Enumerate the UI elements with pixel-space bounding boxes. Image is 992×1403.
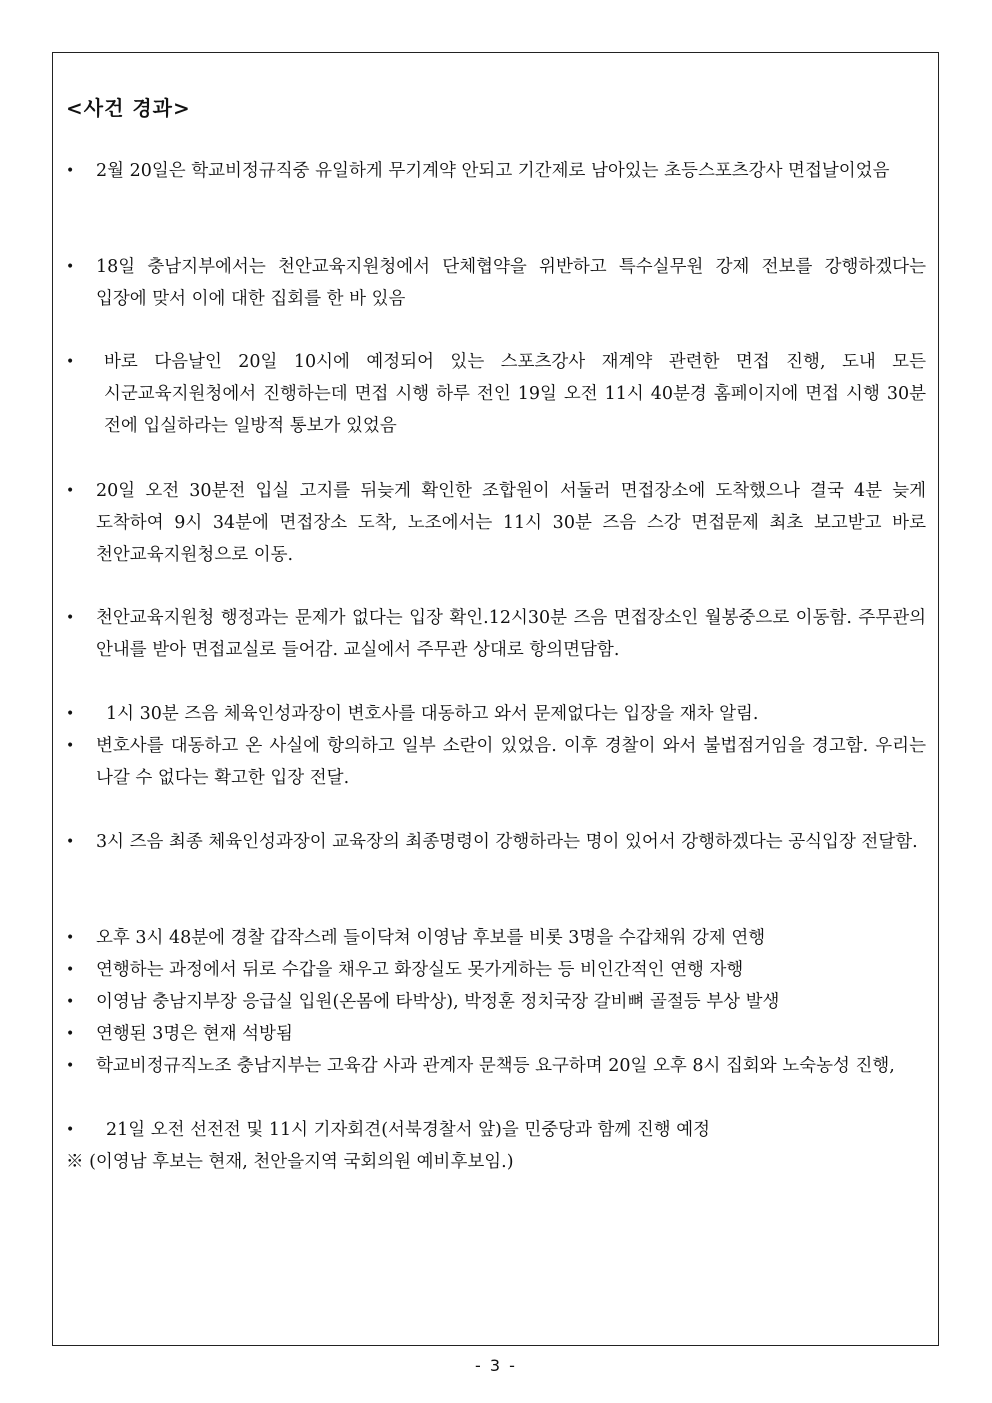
footnote: ※ (이영남 후보는 현재, 천안을지역 국회의원 예비후보임.)	[66, 1152, 514, 1172]
list-item	[66, 475, 926, 571]
list-item-text: 학교비정규직노조 충남지부는 고육감 사과 관계자 문책등 요구하며 20일 오후 8시 집회와 노숙농성 진행,	[96, 1056, 895, 1076]
list-item-text: 21일 오전 선전전 및 11시 기자회견(서북경찰서 앞)을 민중당과 함께 진행 예정	[106, 1120, 711, 1140]
list-item	[66, 1018, 926, 1050]
bullet-icon: •	[66, 1122, 75, 1138]
list-item-text: 2월 20일은 학교비정규직중 유일하게 무기계약 안되고 기간제로 남아있는 초등스포츠강사 면접날이었음	[96, 161, 890, 181]
list-item-text: 바로 다음날인 20일 10시에 예정되어 있는 스포츠강사 재계약 관련한 면접 진행, 도내 모든 시군교육지원청에서 진행하는데 면접 시행 하루 전인 19일 오전 11시 40분경 홈페이지에 면접 시행 30분 전에 입실하라는 일방적 통보가 있었음	[104, 352, 926, 436]
list-item	[66, 986, 926, 1018]
list-item-text: 1시 30분 즈음 체육인성과장이 변호사를 대동하고 와서 문제없다는 입장을 재차 알림.	[106, 704, 759, 724]
bullet-icon: •	[66, 930, 75, 946]
list-item	[66, 251, 926, 315]
list-item-text: 3시 즈음 최종 체육인성과장이 교육장의 최종명령이 강행하라는 명이 있어서 강행하겠다는 공식입장 전달함.	[96, 832, 918, 852]
bullet-icon: •	[66, 610, 75, 626]
list-item	[66, 698, 926, 730]
section-title: <사건 경과>	[66, 96, 191, 120]
list-item	[66, 346, 926, 442]
list-item	[66, 730, 926, 794]
list-item	[66, 826, 926, 858]
list-item	[66, 155, 926, 187]
list-item	[66, 922, 926, 954]
list-item-text: 변호사를 대동하고 온 사실에 항의하고 일부 소란이 있었음. 이후 경찰이 와서 불법점거임을 경고함. 우리는 나갈 수 없다는 확고한 입장 전달.	[96, 736, 926, 788]
bullet-icon: •	[66, 1058, 75, 1074]
list-item-text: 오후 3시 48분에 경찰 갑작스레 들이닥쳐 이영남 후보를 비롯 3명을 수갑채워 강제 연행	[96, 928, 766, 948]
bullet-icon: •	[66, 962, 75, 978]
bullet-icon: •	[66, 994, 75, 1010]
bullet-icon: •	[66, 1026, 75, 1042]
list-item-text: 연행된 3명은 현재 석방됨	[96, 1024, 293, 1044]
list-item	[66, 954, 926, 986]
list-item-text: 천안교육지원청 행정과는 문제가 없다는 입장 확인.12시30분 즈음 면접장소인 월봉중으로 이동함. 주무관의 안내를 받아 면접교실로 들어감. 교실에서 주무관 상대로 항의면담함.	[96, 608, 926, 660]
page-number: - 3 -	[475, 1356, 517, 1375]
bullet-icon: •	[66, 706, 75, 722]
list-item-text: 20일 오전 30분전 입실 고지를 뒤늦게 확인한 조합원이 서둘러 면접장소에 도착했으나 결국 4분 늦게 도착하여 9시 34분에 면접장소 도착, 노조에서는 11시 30분 즈음 스강 면접문제 최초 보고받고 바로 천안교육지원청으로 이동.	[96, 481, 926, 565]
list-item	[66, 1114, 926, 1146]
list-item	[66, 1050, 926, 1082]
bullet-icon: •	[66, 163, 75, 179]
list-item-text: 18일 충남지부에서는 천안교육지원청에서 단체협약을 위반하고 특수실무원 강제 전보를 강행하겠다는 입장에 맞서 이에 대한 집회를 한 바 있음	[96, 257, 926, 309]
bullet-icon: •	[66, 259, 75, 275]
list-item-text: 연행하는 과정에서 뒤로 수갑을 채우고 화장실도 못가게하는 등 비인간적인 연행 자행	[96, 960, 744, 980]
list-item	[66, 602, 926, 666]
bullet-icon: •	[66, 738, 75, 754]
bullet-icon: •	[66, 483, 75, 499]
bullet-icon: •	[66, 834, 75, 850]
list-item-text: 이영남 충남지부장 응급실 입원(온몸에 타박상), 박정훈 정치국장 갈비뼈 골절등 부상 발생	[96, 992, 780, 1012]
bullet-icon: •	[66, 354, 75, 370]
